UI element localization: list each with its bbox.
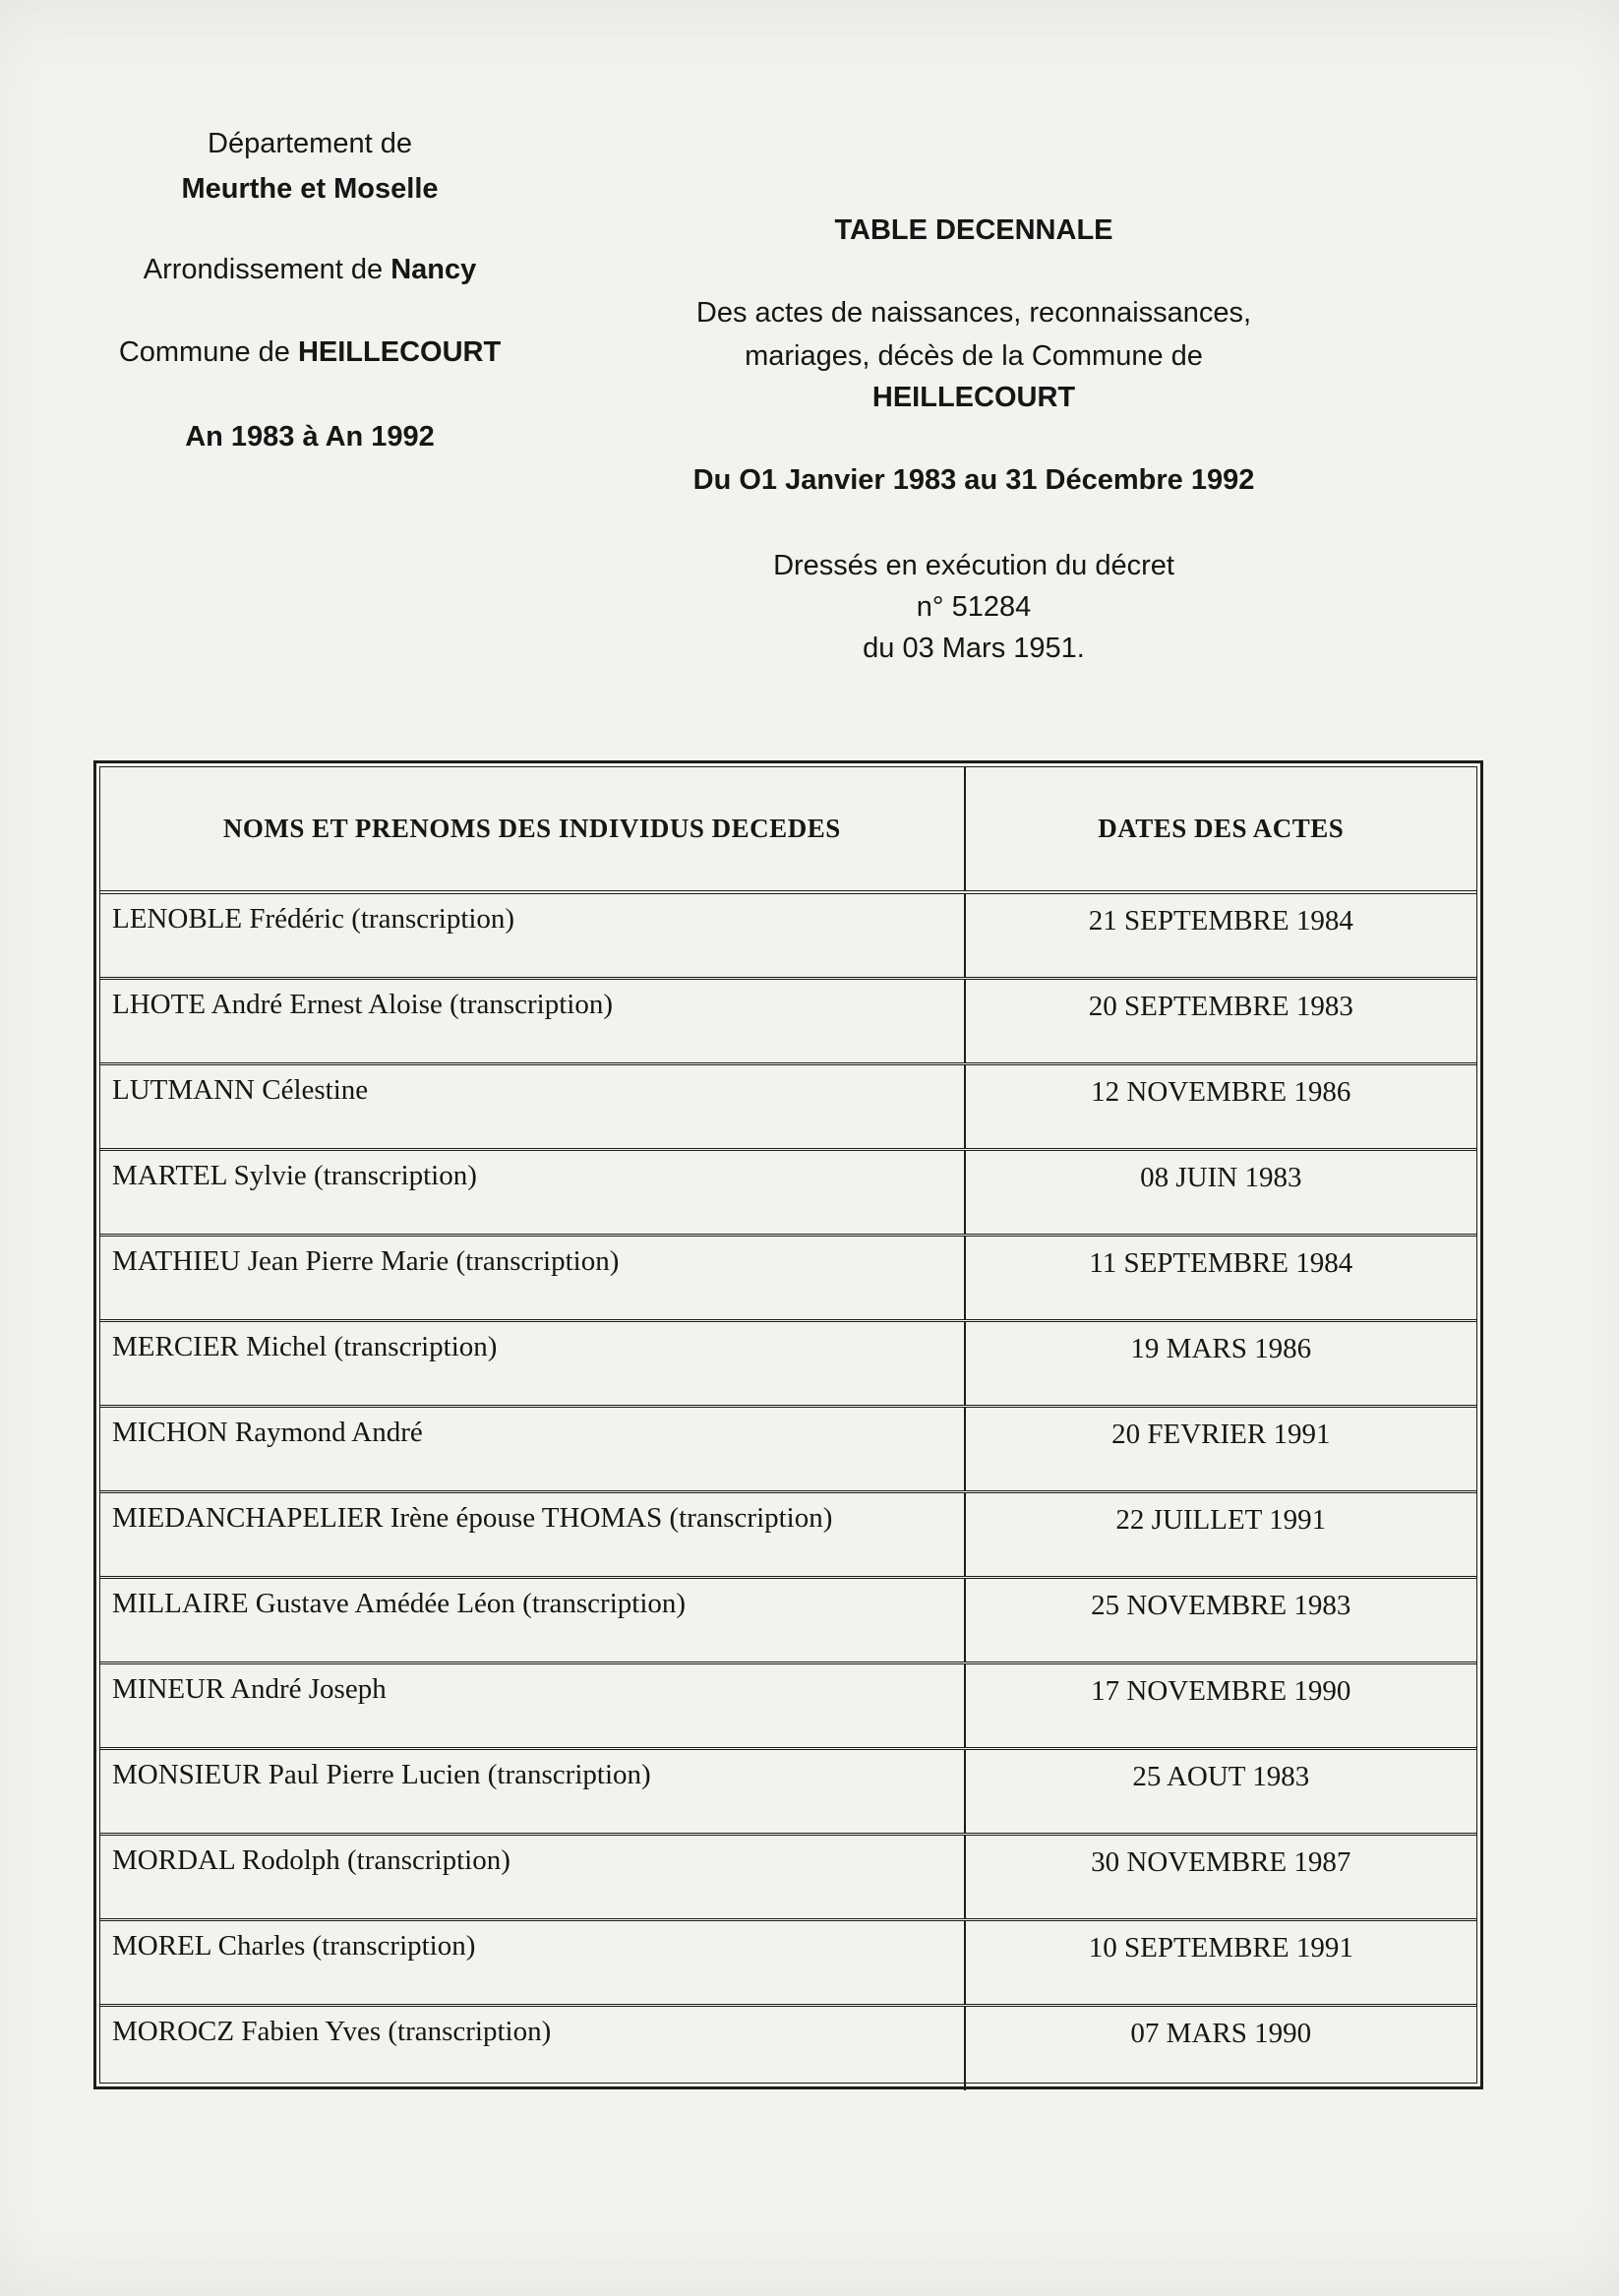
decree-line1: Dressés en exécution du décret [773, 550, 1174, 581]
column-header-dates: DATES DES ACTES [965, 767, 1476, 892]
table-row [100, 1149, 1476, 1235]
subtitle-commune-name: HEILLECOURT [871, 382, 1076, 413]
registry-table-frame [93, 760, 1483, 2089]
years-range: An 1983 à An 1992 [185, 421, 435, 453]
table-row [100, 1491, 1476, 1577]
deceased-name: MILLAIRE Gustave Amédée Léon (transcription) [100, 1577, 965, 1662]
act-date: 17 NOVEMBRE 1990 [965, 1662, 1476, 1748]
table-row [100, 1406, 1476, 1491]
act-date: 12 NOVEMBRE 1986 [965, 1063, 1476, 1149]
deceased-name: LUTMANN Célestine [100, 1063, 965, 1149]
deceased-name: MATHIEU Jean Pierre Marie (transcription) [100, 1235, 965, 1320]
arrondissement-name: Nancy [390, 254, 477, 285]
deceased-name: LHOTE André Ernest Aloise (transcription) [100, 978, 965, 1063]
table-row [100, 1320, 1476, 1406]
column-header-names: NOMS ET PRENOMS DES INDIVIDUS DECEDES [100, 767, 965, 892]
act-date: 25 AOUT 1983 [965, 1748, 1476, 1834]
commune-line [59, 337, 561, 369]
act-date: 19 MARS 1986 [965, 1320, 1476, 1406]
act-date: 21 SEPTEMBRE 1984 [965, 892, 1476, 978]
table-row [100, 2005, 1476, 2090]
table-row [100, 1235, 1476, 1320]
deceased-name: MINEUR André Joseph [100, 1662, 965, 1748]
arrondissement-line [59, 255, 561, 286]
deceased-name: MOREL Charles (transcription) [100, 1919, 965, 2005]
act-date: 25 NOVEMBRE 1983 [965, 1577, 1476, 1662]
deceased-name: MERCIER Michel (transcription) [100, 1320, 965, 1406]
act-date: 22 JUILLET 1991 [965, 1491, 1476, 1577]
table-row [100, 1662, 1476, 1748]
departement-name: Meurthe et Moselle [181, 173, 439, 205]
table-row [100, 892, 1476, 978]
act-date: 30 NOVEMBRE 1987 [965, 1834, 1476, 1919]
commune-prefix: Commune de [118, 336, 298, 368]
act-date: 07 MARS 1990 [965, 2005, 1476, 2090]
act-date: 10 SEPTEMBRE 1991 [965, 1919, 1476, 2005]
deceased-name: MORDAL Rodolph (transcription) [100, 1834, 965, 1919]
deceased-name: MICHON Raymond André [100, 1406, 965, 1491]
decree-date: du 03 Mars 1951. [863, 633, 1085, 664]
decree-number: n° 51284 [916, 591, 1032, 623]
deceased-name: MARTEL Sylvie (transcription) [100, 1149, 965, 1235]
table-row [100, 978, 1476, 1063]
table-header-row [100, 767, 1476, 892]
arrondissement-prefix: Arrondissement de [143, 254, 391, 285]
table-row [100, 1919, 1476, 2005]
commune-name: HEILLECOURT [297, 336, 502, 368]
registry-table [100, 767, 1476, 2090]
period-line: Du O1 Janvier 1983 au 31 Décembre 1992 [692, 464, 1255, 496]
act-date: 08 JUIN 1983 [965, 1149, 1476, 1235]
table-row [100, 1748, 1476, 1834]
act-date: 11 SEPTEMBRE 1984 [965, 1235, 1476, 1320]
act-date: 20 FEVRIER 1991 [965, 1406, 1476, 1491]
document-title: TABLE DECENNALE [834, 214, 1113, 246]
table-row [100, 1577, 1476, 1662]
table-row [100, 1063, 1476, 1149]
table-row [100, 1834, 1476, 1919]
subtitle-line2: mariages, décès de la Commune de [745, 340, 1203, 372]
deceased-name: MOROCZ Fabien Yves (transcription) [100, 2005, 965, 2090]
deceased-name: MONSIEUR Paul Pierre Lucien (transcription) [100, 1748, 965, 1834]
deceased-name: LENOBLE Frédéric (transcription) [112, 903, 515, 935]
deceased-name: MIEDANCHAPELIER Irène épouse THOMAS (transcription) [100, 1491, 965, 1577]
registry-table-inner-border [99, 766, 1477, 2084]
subtitle-line1: Des actes de naissances, reconnaissances, [695, 297, 1252, 329]
departement-label: Département de [208, 128, 412, 159]
act-date: 20 SEPTEMBRE 1983 [965, 978, 1476, 1063]
